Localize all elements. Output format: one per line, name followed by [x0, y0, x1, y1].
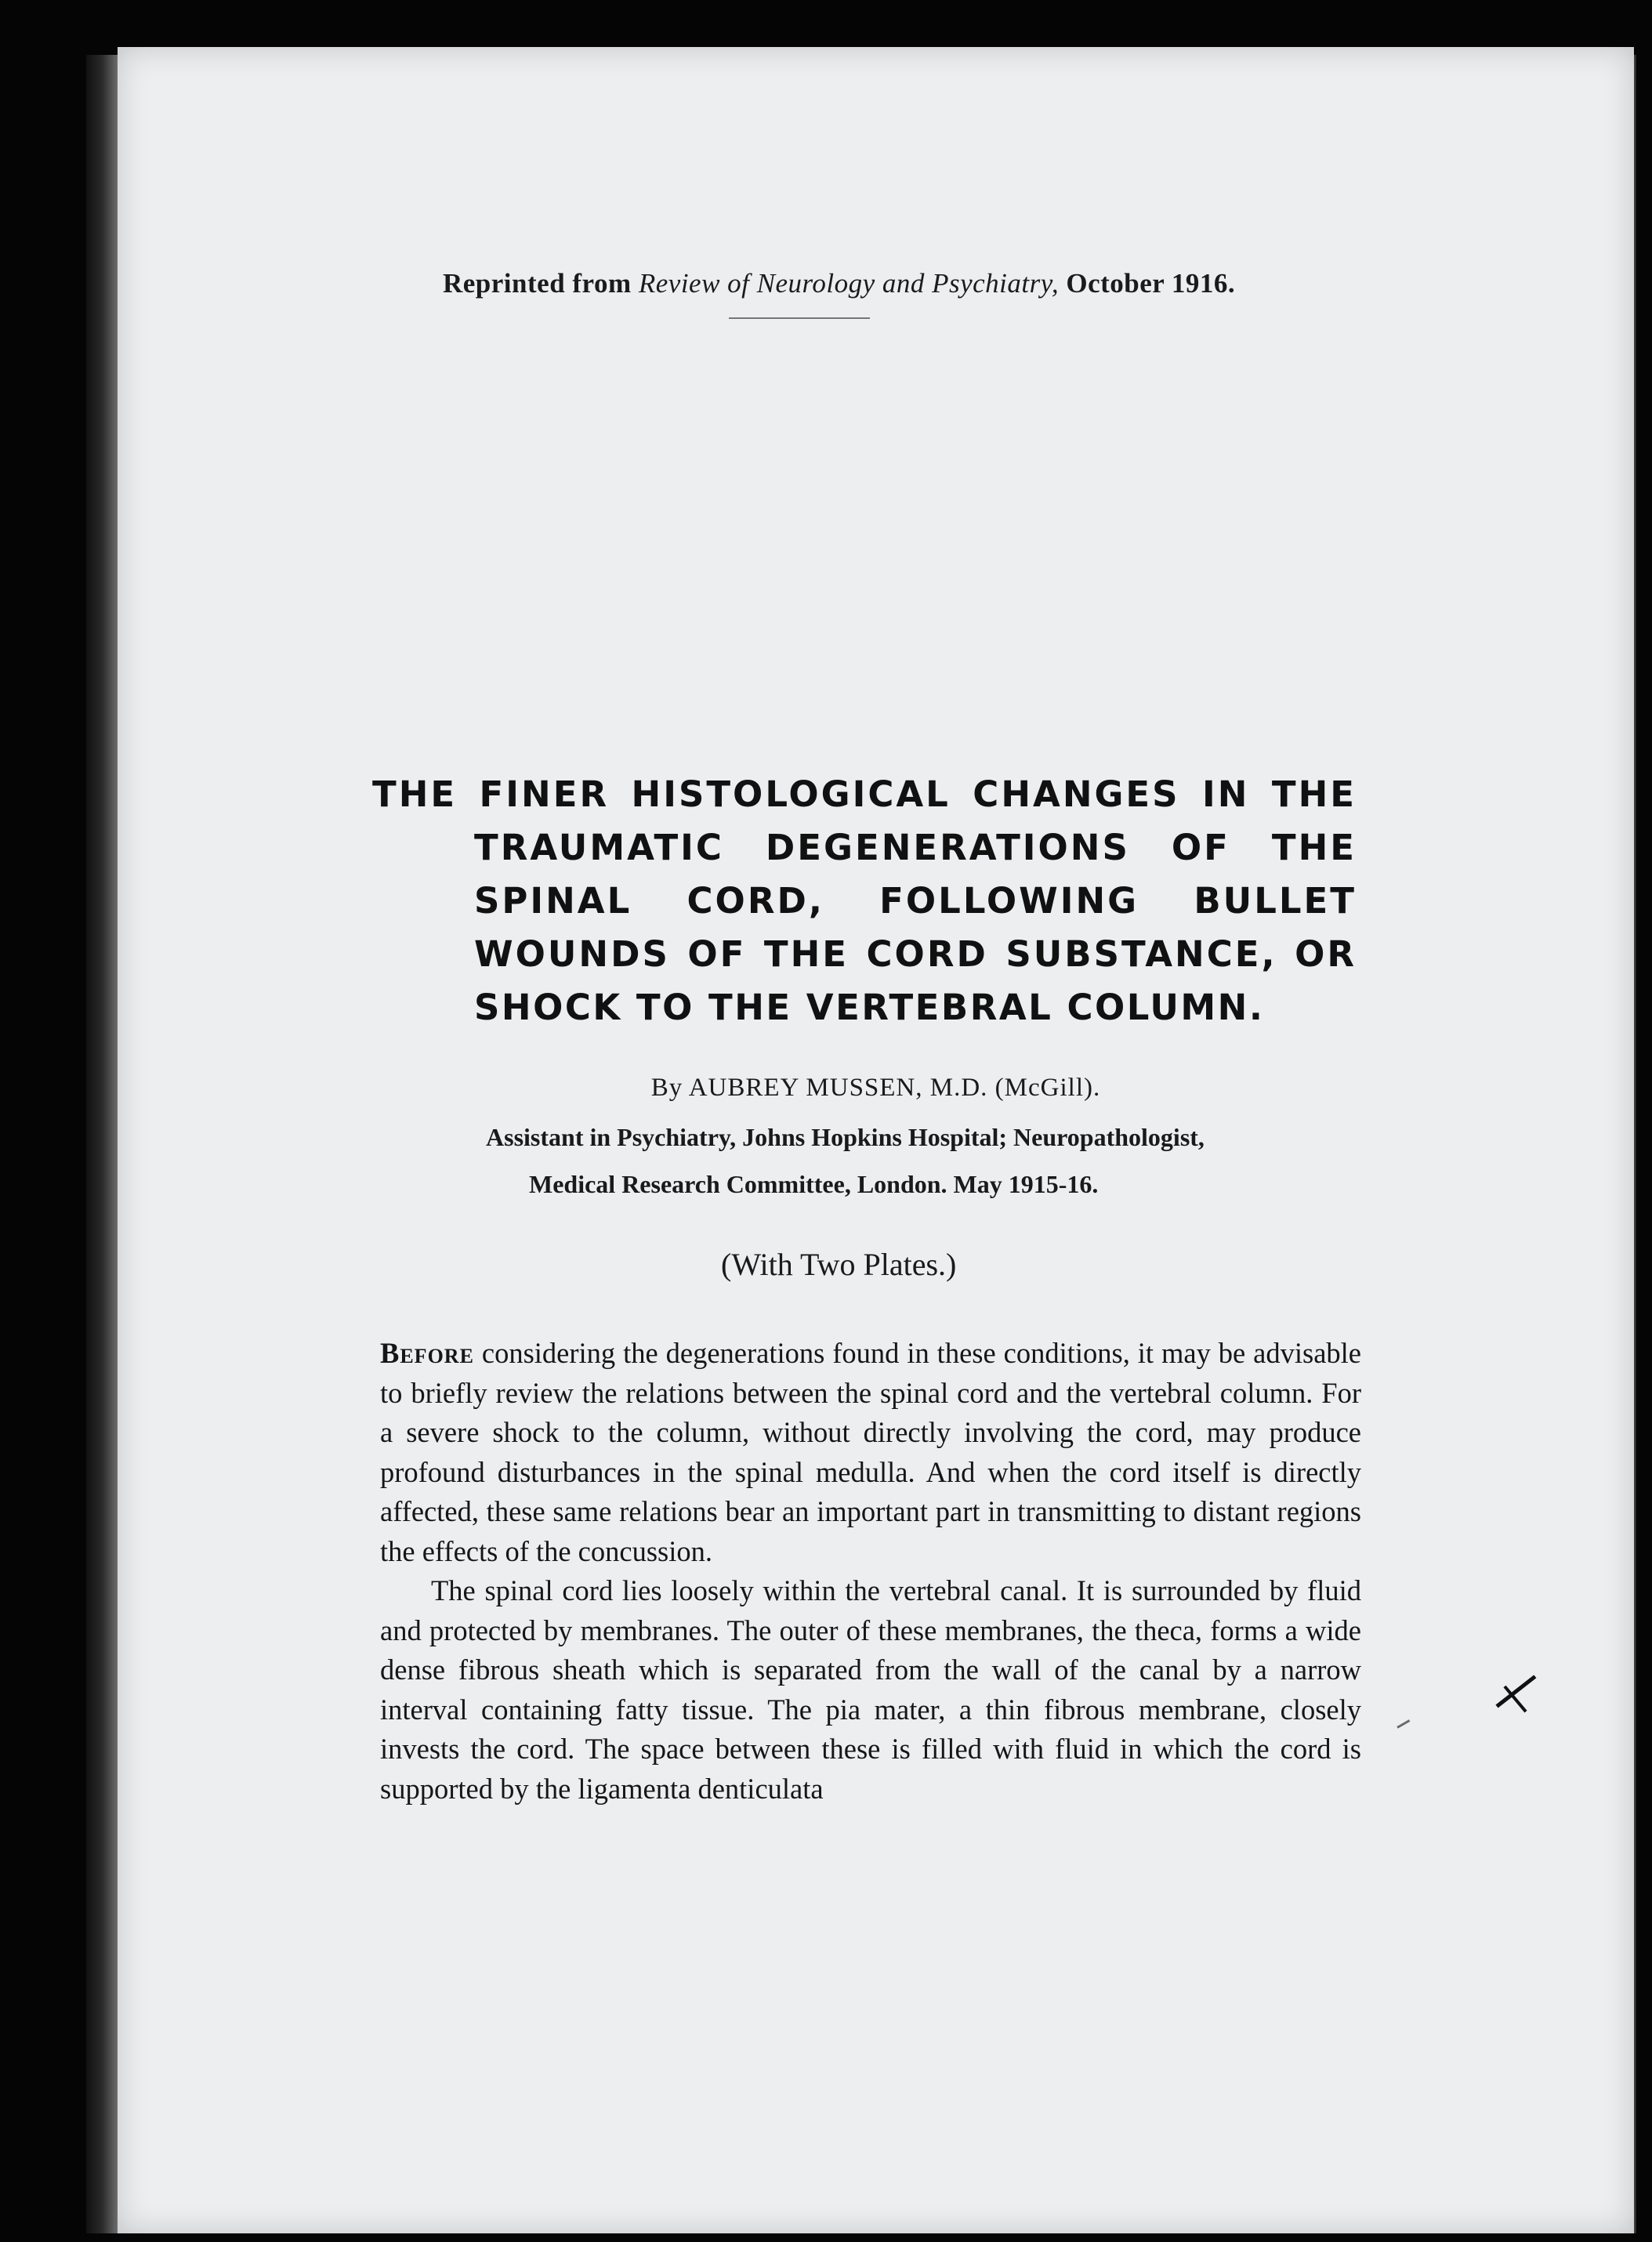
- scan-artifact-mark: [1397, 1719, 1410, 1729]
- title-line: THE FINER HISTOLOGICAL CHANGES IN THE: [372, 773, 1357, 815]
- plates-note: (With Two Plates.): [721, 1247, 957, 1282]
- title-line: SPINAL CORD, FOLLOWING BULLET: [474, 880, 1357, 922]
- journal-name: Review of Neurology and Psychiatry,: [638, 268, 1060, 299]
- author-affiliation-cont: Medical Research Committee, London. May 1915-16.: [529, 1170, 1099, 1198]
- article-body: [380, 1334, 1361, 1809]
- paragraph: [380, 1334, 1361, 1571]
- paragraph-text: considering the degenerations found in these conditions, it may be advisable to briefly review the relations between the spinal cord and the vertebral column. For a severe shock to the column, without directly involving the cord, may produce profound disturbances in the spinal medulla. And when the cord itself is directly affected, these same relations bear an important part in transmitting to distant regions the effects of the concussion.: [380, 1337, 1361, 1567]
- paragraph: The spinal cord lies loosely within the vertebral canal. It is surrounded by fluid and protected by membranes. The outer of these membranes, the theca, forms a wide dense fibrous sheath which is separated from the wall of the canal by a narrow interval containing fatty tissue. The pia mater, a thin fibrous membrane, closely invests the cord. The space between these is filled with fluid in which the cord is supported by the ligamenta denticulata: [380, 1574, 1361, 1805]
- title-line: SHOCK TO THE VERTEBRAL COLUMN.: [474, 987, 1265, 1028]
- paragraph-lead: Before: [380, 1337, 474, 1369]
- title-line: TRAUMATIC DEGENERATIONS OF THE: [474, 827, 1357, 868]
- title-line: WOUNDS OF THE CORD SUBSTANCE, OR: [474, 933, 1357, 975]
- author-byline: By AUBREY MUSSEN, M.D. (McGill).: [650, 1074, 1101, 1102]
- reprint-header: [443, 268, 1305, 299]
- article-title: [372, 768, 1360, 1034]
- header-rule: [729, 317, 870, 319]
- reprint-lead: Reprinted from: [443, 268, 632, 299]
- document-page: [118, 47, 1634, 2233]
- reprint-date: October 1916.: [1066, 268, 1236, 299]
- author-affiliation: Assistant in Psychiatry, Johns Hopkins Hospital; Neuropathologist,: [486, 1123, 1205, 1151]
